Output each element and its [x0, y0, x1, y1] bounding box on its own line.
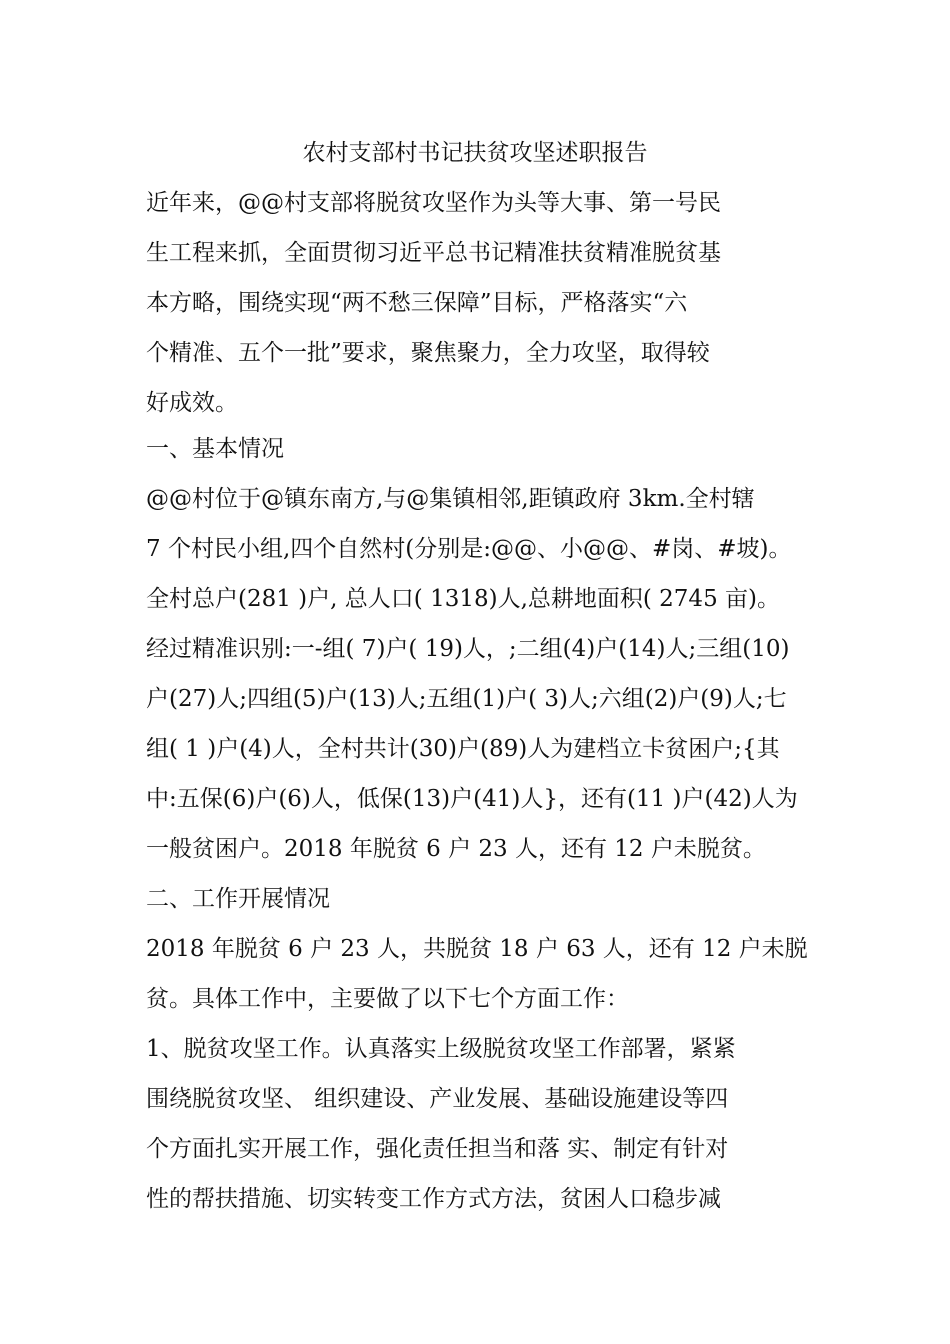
- paragraph-line: 组( 1 )户(4)人，全村共计(30)户(89)人为建档立卡贫困户;{其: [146, 736, 780, 762]
- paragraph-line: 2018 年脱贫 6 户 23 人，共脱贫 18 户 63 人，还有 12 户未脱: [146, 936, 808, 962]
- paragraph-line: 经过精准识别:一-组( 7)户( 19)人，;二组(4)户(14)人;三组(10): [146, 636, 790, 662]
- section-heading: 一、基本情况: [146, 436, 284, 462]
- paragraph-line: 个精准、五个一批”要求，聚焦聚力，全力攻坚，取得较: [146, 340, 710, 366]
- paragraph-line: 近年来，@@村支部将脱贫攻坚作为头等大事、第一号民: [146, 190, 721, 216]
- paragraph-line: 贫。具体工作中，主要做了以下七个方面工作：: [146, 986, 629, 1012]
- section-heading: 二、工作开展情况: [146, 886, 330, 912]
- document-title: 农村支部村书记扶贫攻坚述职报告: [302, 140, 648, 166]
- paragraph-line: 围绕脱贫攻坚、 组织建设、产业发展、基础设施建设等四: [146, 1086, 729, 1112]
- paragraph-line: 好成效。: [146, 390, 238, 416]
- paragraph-line: 一般贫困户。2018 年脱贫 6 户 23 人，还有 12 户未脱贫。: [146, 836, 766, 862]
- paragraph-line: 户(27)人;四组(5)户(13)人;五组(1)户( 3)人;六组(2)户(9)人;七: [146, 686, 787, 712]
- paragraph-line: 7 个村民小组,四个自然村(分别是:@@、小@@、#岗、#坡)。: [146, 536, 792, 562]
- paragraph-line: 性的帮扶措施、切实转变工作方式方法，贫困人口稳步减: [146, 1186, 721, 1212]
- paragraph-line: 中:五保(6)户(6)人，低保(13)户(41)人}，还有(11 )户(42)人为: [146, 786, 798, 812]
- paragraph-line: @@村位于@镇东南方,与@集镇相邻,距镇政府 3km.全村辖: [146, 486, 755, 512]
- paragraph-line: 1、脱贫攻坚工作。认真落实上级脱贫攻坚工作部署，紧紧: [146, 1036, 736, 1062]
- paragraph-line: 生工程来抓，全面贯彻习近平总书记精准扶贫精准脱贫基: [146, 240, 721, 266]
- paragraph-line: 全村总户(281 )户, 总人口( 1318)人,总耕地面积( 2745 亩)。: [146, 586, 780, 612]
- paragraph-line: 个方面扎实开展工作，强化责任担当和落 实、制定有针对: [146, 1136, 729, 1162]
- paragraph-line: 本方略，围绕实现“两不愁三保障”目标，严格落实“六: [146, 290, 688, 316]
